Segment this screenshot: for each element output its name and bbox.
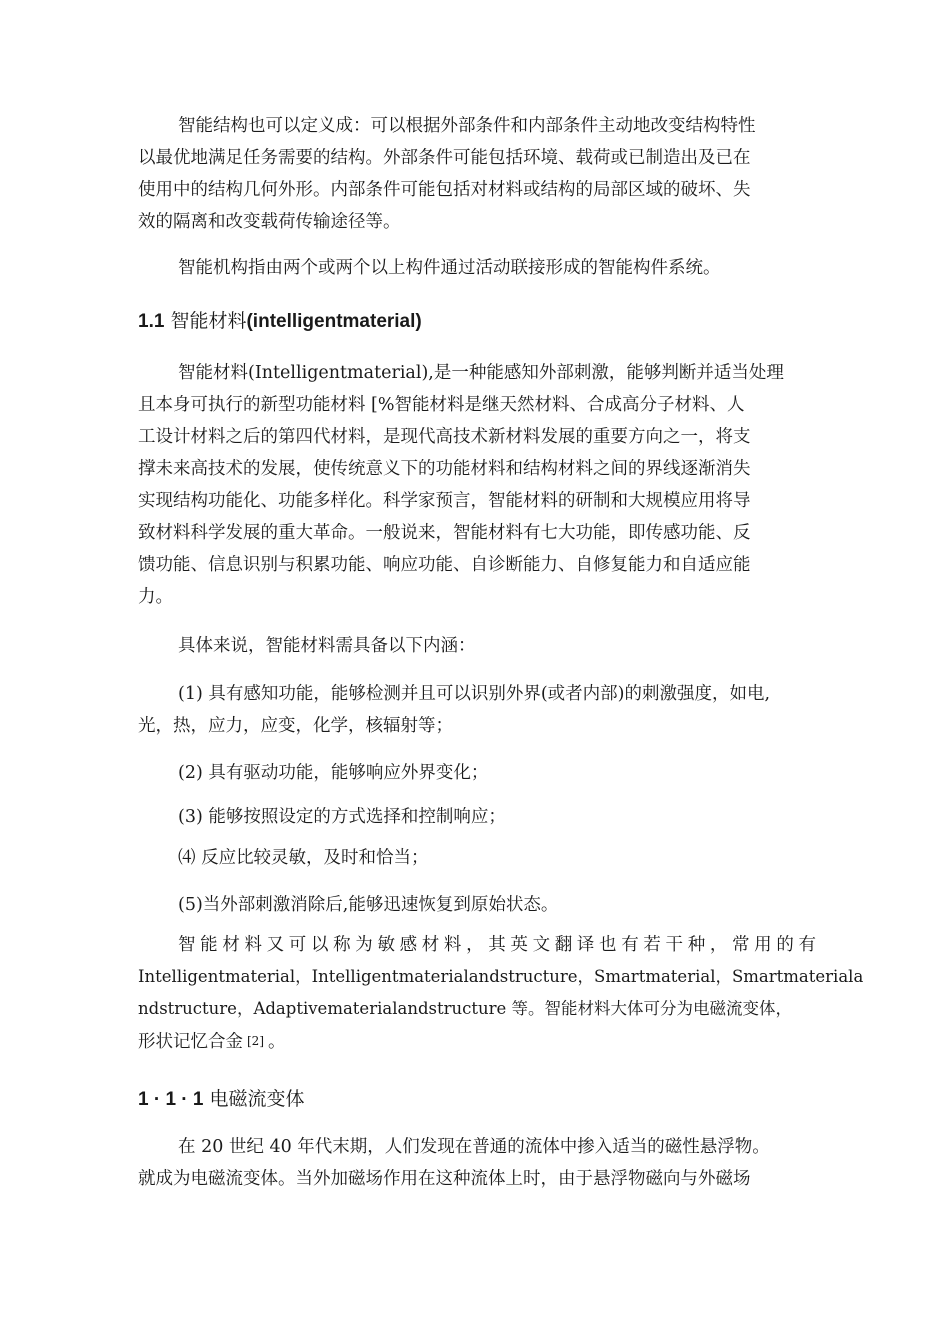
section-heading-1-1 (138, 306, 422, 337)
text-fragment: 。 (268, 1032, 286, 1052)
text-line: 使用中的结构几何外形。内部条件可能包括对材料或结构的局部区域的破坏、失 (138, 180, 751, 200)
paragraph-synonyms (138, 929, 864, 1058)
paragraph-electromagnetic-fluid (138, 1131, 818, 1195)
section-heading-1-1-1 (138, 1084, 305, 1115)
section-title-en: (intelligentmaterial) (246, 311, 422, 332)
text-fragment: 形状记忆合金 (138, 1032, 243, 1052)
paragraph-smart-mechanism (138, 252, 818, 284)
text-line: 工设计材料之后的第四代材料，是现代高技术新材料发展的重要方向之一，将支 (138, 427, 751, 447)
section-number: 1 · 1 · 1 (138, 1089, 204, 1110)
text-line: 智能材料又可以称为敏感材料，其英文翻译也有若干种，常用的有 (178, 935, 818, 955)
text-line: 智能机构指由两个或两个以上构件通过活动联接形成的智能构件系统。 (178, 258, 721, 278)
section-title-zh: 电磁流变体 (209, 1088, 305, 1110)
text-line: 馈功能、信息识别与积累功能、响应功能、自诊断能力、自修复能力和自适应能 (138, 555, 751, 575)
text-line: (1) 具有感知功能，能够检测并且可以识别外界(或者内部)的刺激强度，如电, (178, 684, 771, 704)
text-line: 具体来说，智能材料需具备以下内涵： (178, 636, 476, 656)
section-title-zh: 智能材料 (170, 310, 247, 332)
text-line: ndstructure，Adaptivematerialandstructure 等。智能材料大体可分为电磁流变体， (138, 999, 793, 1018)
citation-ref: [2] (247, 1034, 264, 1048)
list-item-5 (138, 889, 818, 921)
paragraph-intelligent-material (138, 357, 818, 613)
text-line: Intelligentmaterial，Intelligentmaterialandstructure，Smartmaterial，Smartmateriala (138, 967, 864, 986)
list-item-3 (138, 801, 818, 833)
paragraph-connotation-intro (138, 630, 818, 662)
text-line: (2) 具有驱动功能，能够响应外界变化； (178, 763, 489, 783)
text-line: 在 20 世纪 40 年代末期，人们发现在普通的流体中掺入适当的磁性悬浮物。 (178, 1137, 770, 1157)
text-line: 智能结构也可以定义成：可以根据外部条件和内部条件主动地改变结构特性 (178, 116, 756, 136)
text-line: 撑未来高技术的发展，使传统意义下的功能材料和结构材料之间的界线逐渐消失 (138, 459, 751, 479)
text-line: 智能材料(Intelligentmaterial),是一种能感知外部刺激，能够判断并适当处理 (178, 363, 784, 383)
text-line: 效的隔离和改变载荷传输途径等。 (138, 212, 401, 232)
text-line: 实现结构功能化、功能多样化。科学家预言，智能材料的研制和大规模应用将导 (138, 491, 751, 511)
list-item-1 (138, 678, 818, 742)
text-line-with-citation (138, 1025, 818, 1058)
text-line: 致材料科学发展的重大革命。一般说来，智能材料有七大功能，即传感功能、反 (138, 523, 751, 543)
text-line: 力。 (138, 587, 173, 607)
text-line: 且本身可执行的新型功能材料 [%智能材料是继天然材料、合成高分子材料、人 (138, 395, 745, 415)
text-line: 就成为电磁流变体。当外加磁场作用在这种流体上时，由于悬浮物磁向与外磁场 (138, 1169, 751, 1189)
list-item-2 (138, 757, 818, 789)
text-line: ⑷ 反应比较灵敏，及时和恰当； (178, 848, 429, 868)
text-line: (5)当外部刺激消除后,能够迅速恢复到原始状态。 (178, 895, 559, 915)
text-line: 光，热，应力，应变，化学，核辐射等； (138, 716, 453, 736)
text-line: 以最优地满足任务需要的结构。外部条件可能包括环境、载荷或已制造出及已在 (138, 148, 751, 168)
list-item-4 (138, 842, 818, 874)
paragraph-smart-structure-definition (138, 110, 818, 238)
section-number: 1.1 (138, 311, 165, 332)
text-line: (3) 能够按照设定的方式选择和控制响应； (178, 807, 506, 827)
